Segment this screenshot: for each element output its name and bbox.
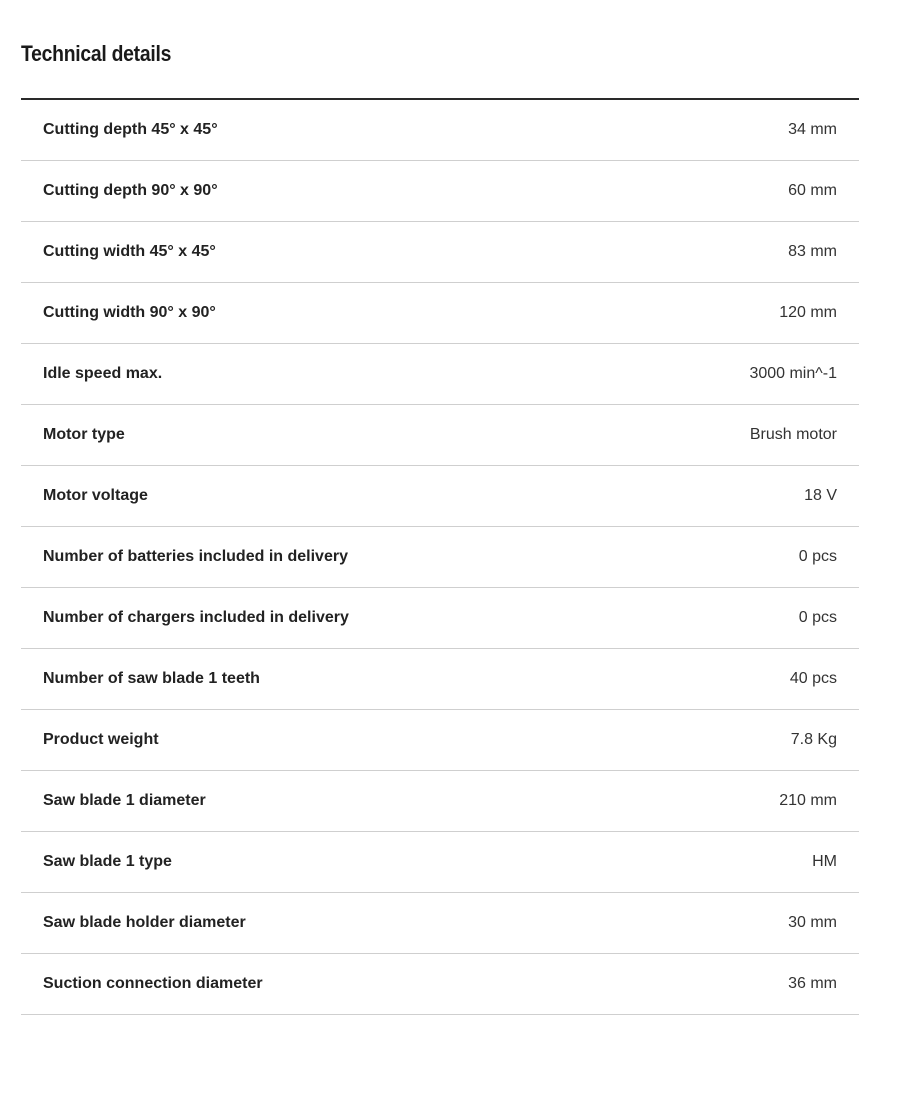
spec-row xyxy=(21,649,859,710)
spec-label: Number of saw blade 1 teeth xyxy=(43,670,260,687)
spec-row xyxy=(21,161,859,222)
spec-row xyxy=(21,832,859,893)
spec-label: Number of chargers included in delivery xyxy=(43,609,349,626)
spec-row xyxy=(21,954,859,1015)
spec-value: 34 mm xyxy=(788,121,837,138)
spec-label: Motor voltage xyxy=(43,487,148,504)
spec-label: Motor type xyxy=(43,426,125,443)
spec-label: Suction connection diameter xyxy=(43,975,263,992)
spec-value: 0 pcs xyxy=(798,609,837,626)
spec-label: Product weight xyxy=(43,731,159,748)
spec-row xyxy=(21,222,859,283)
spec-value: 40 pcs xyxy=(789,670,837,687)
spec-row xyxy=(21,710,859,771)
spec-value: 3000 min^-1 xyxy=(749,365,837,382)
spec-row xyxy=(21,283,859,344)
spec-value: 7.8 Kg xyxy=(790,731,837,748)
spec-table xyxy=(21,98,859,1015)
spec-value: 0 pcs xyxy=(798,548,837,565)
spec-value: 18 V xyxy=(804,487,837,504)
spec-label: Number of batteries included in delivery xyxy=(43,548,348,565)
spec-label: Cutting depth 45° x 45° xyxy=(43,121,218,138)
spec-value: 30 mm xyxy=(788,914,837,931)
spec-label: Cutting depth 90° x 90° xyxy=(43,182,218,199)
spec-row xyxy=(21,527,859,588)
spec-value: 83 mm xyxy=(788,243,837,260)
spec-label: Saw blade holder diameter xyxy=(43,914,246,931)
spec-label: Cutting width 90° x 90° xyxy=(43,304,216,321)
spec-value: Brush motor xyxy=(749,426,837,443)
spec-row xyxy=(21,405,859,466)
spec-label: Idle speed max. xyxy=(43,365,163,382)
section-title: Technical details xyxy=(21,41,172,66)
spec-row xyxy=(21,466,859,527)
spec-value: 210 mm xyxy=(779,792,837,809)
spec-row xyxy=(21,100,859,161)
spec-label: Cutting width 45° x 45° xyxy=(43,243,216,260)
spec-value: 120 mm xyxy=(779,304,837,321)
spec-value: HM xyxy=(812,853,837,870)
spec-row xyxy=(21,344,859,405)
spec-value: 60 mm xyxy=(788,182,837,199)
spec-row xyxy=(21,893,859,954)
spec-row xyxy=(21,771,859,832)
spec-value: 36 mm xyxy=(788,975,837,992)
spec-label: Saw blade 1 type xyxy=(43,853,172,870)
spec-row xyxy=(21,588,859,649)
spec-label: Saw blade 1 diameter xyxy=(43,792,206,809)
